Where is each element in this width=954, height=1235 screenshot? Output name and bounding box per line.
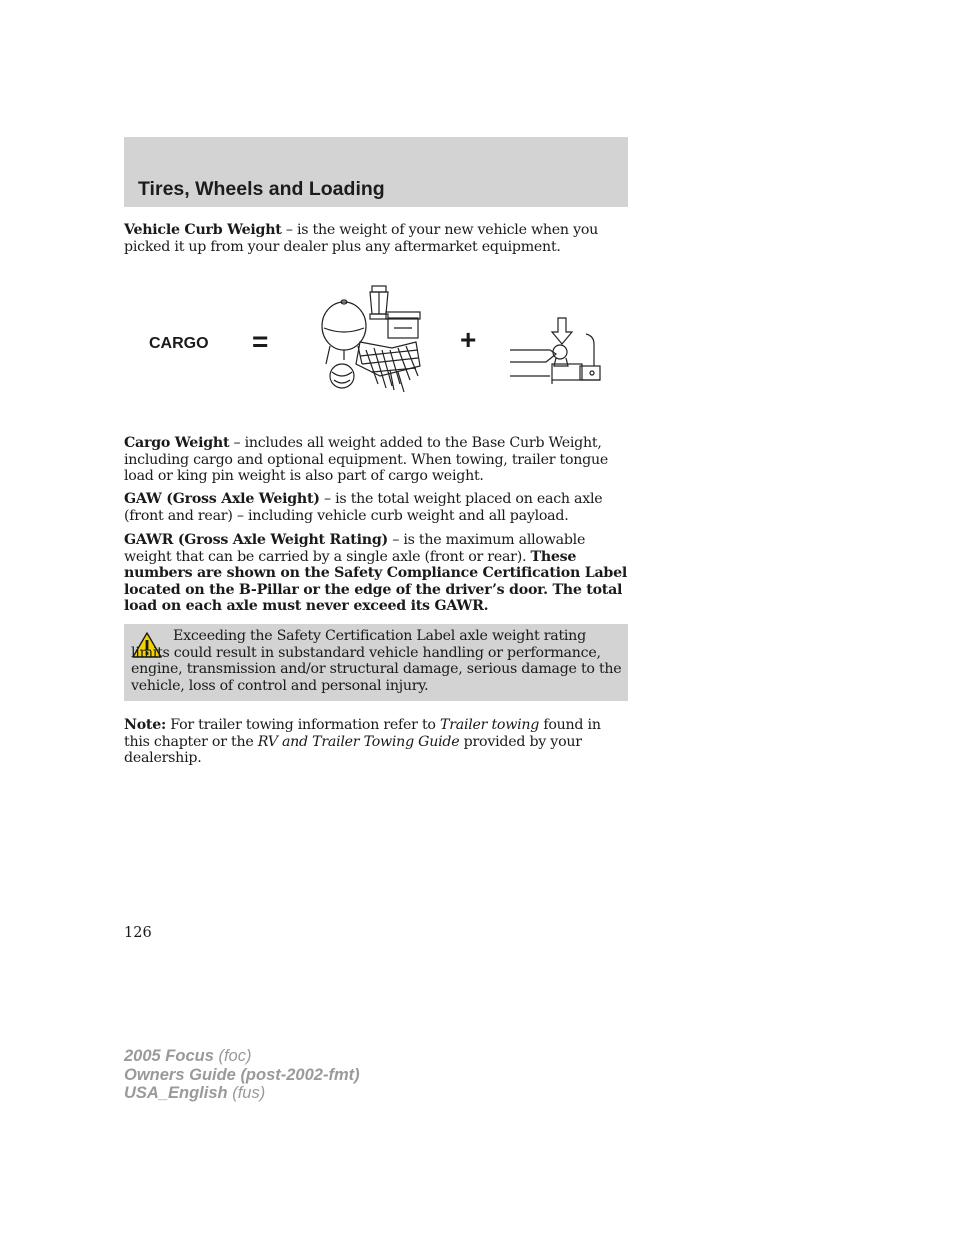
- footer-line-1: [124, 1047, 360, 1066]
- footer-language: USA_English: [124, 1084, 228, 1102]
- footer-guide: Owners Guide (post-2002-fmt): [124, 1065, 360, 1084]
- footer-model-code: (foc): [213, 1047, 252, 1065]
- curb-weight-term: Vehicle Curb Weight: [124, 222, 282, 238]
- gawr-term: GAWR (Gross Axle Weight Rating): [124, 532, 388, 548]
- page-number: 126: [124, 925, 152, 941]
- trailer-towing-ref: Trailer towing: [439, 717, 540, 733]
- plus-sign: +: [460, 324, 477, 355]
- warning-text: Exceeding the Safety Certification Label axle weight rating limits could result in substandard vehicle handling or performance, engine, transmission and/or structural damage, serious damage to the vehicle, loss of control and personal injury.: [131, 628, 622, 694]
- footer-language-code: (fus): [227, 1084, 266, 1102]
- footer-model: 2005 Focus: [124, 1047, 214, 1065]
- rv-guide-ref: RV and Trailer Towing Guide: [257, 733, 460, 750]
- gawr-paragraph: [124, 532, 630, 615]
- trailer-hitch-illustration: [510, 314, 604, 386]
- note-paragraph: [124, 717, 630, 767]
- footer-line-2: [124, 1066, 360, 1085]
- cargo-weight-text: – includes all weight added to the Base Curb Weight, including cargo and optional equipment. When towing, trailer tongue load or king pin weight is also part of cargo weight.: [124, 435, 609, 484]
- note-text-3: provided by your dealership.: [124, 733, 582, 766]
- cargo-items-illustration: [320, 284, 426, 396]
- gaw-paragraph: [124, 491, 630, 524]
- gawr-text: – is the maximum allowable weight that can be carried by a single axle (front or rear).: [124, 532, 586, 565]
- cargo-weight-term: Cargo Weight: [124, 435, 230, 451]
- equals-sign: =: [252, 326, 269, 357]
- document-footer: [124, 1047, 360, 1103]
- curb-weight-text: – is the weight of your new vehicle when you picked it up from your dealer plus any aftermarket equipment.: [124, 222, 599, 255]
- gaw-text: – is the total weight placed on each axle (front and rear) – including vehicle curb weight and all payload.: [124, 491, 603, 524]
- gawr-bold-text: These numbers are shown on the Safety Compliance Certification Label located on the B-Pillar or the edge of the driver’s door. The total load on each axle must never exceed its GAWR.: [124, 548, 628, 614]
- footer-line-3: [124, 1084, 360, 1103]
- note-label: Note:: [124, 717, 166, 733]
- warning-box: [124, 624, 628, 701]
- cargo-weight-paragraph: [124, 435, 630, 485]
- cargo-label: CARGO: [149, 335, 209, 352]
- gaw-term: GAW (Gross Axle Weight): [124, 491, 320, 507]
- note-text-2: found in this chapter or the: [124, 717, 601, 750]
- curb-weight-paragraph: [124, 222, 630, 255]
- cargo-diagram: [124, 280, 628, 410]
- section-title: Tires, Wheels and Loading: [138, 178, 385, 200]
- section-header: [124, 137, 628, 207]
- note-text-1: For trailer towing information refer to: [166, 717, 440, 733]
